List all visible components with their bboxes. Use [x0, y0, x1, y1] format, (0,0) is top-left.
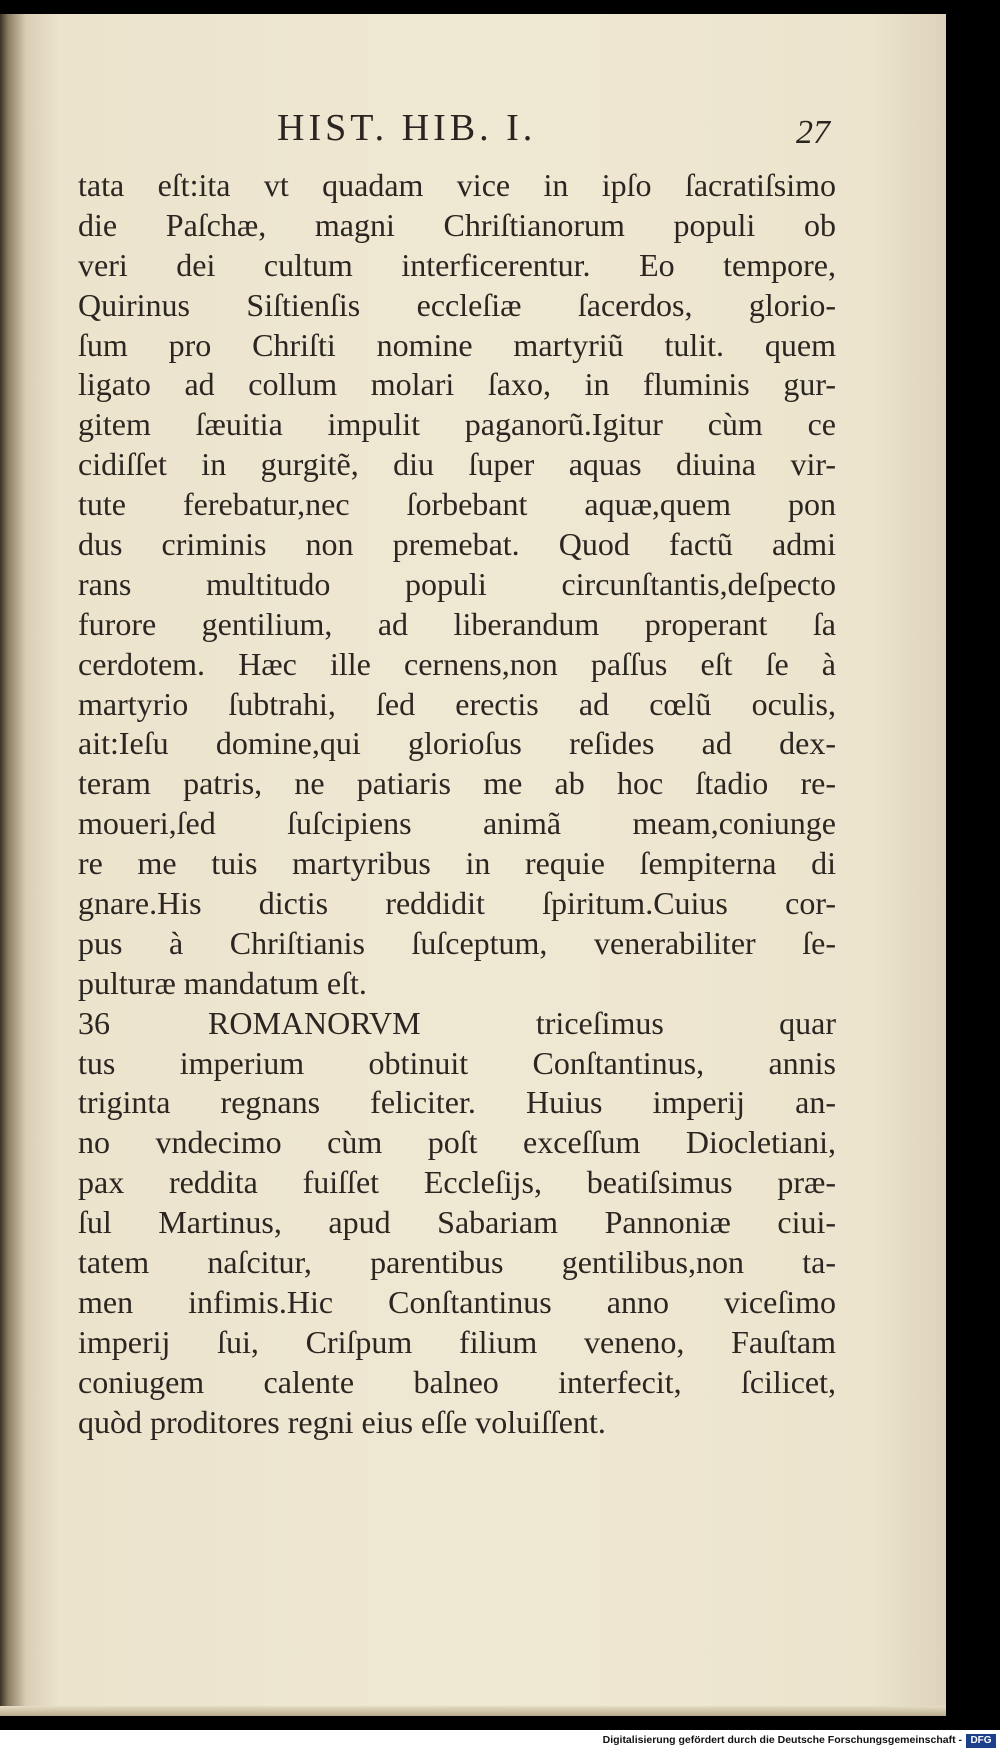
text-line: ſul Martinus, apud Sabariam Pannoniæ ciui-: [78, 1204, 836, 1241]
text-line: men infimis.Hic Conſtantinus anno viceſimo: [78, 1283, 836, 1320]
text-line: die Paſchæ, magni Chriſtianorum populi ob: [78, 206, 836, 243]
credit-bar: [0, 1730, 1000, 1752]
text-line: moueri,ſed ſuſcipiens animã meam,coniunge: [78, 805, 836, 842]
text-line: martyrio ſubtrahi, ſed erectis ad cœlũ oculis,: [78, 685, 836, 722]
dfg-logo: DFG: [966, 1734, 996, 1748]
text-line: quòd proditores regni eius eſſe voluiſſent.: [78, 1403, 606, 1440]
page-body: [78, 166, 836, 1443]
text-line: re me tuis martyribus in requie ſempiterna di: [78, 845, 836, 882]
text-line: tata eſt:ita vt quadam vice in ipſo ſacratiſsimo: [78, 167, 836, 203]
text-line: ait:Ieſu domine,qui glorioſus reſides ad dex-: [78, 725, 836, 762]
page-number: 27: [796, 114, 830, 151]
text-line: pax reddita fuiſſet Eccleſijs, beatiſsimus præ-: [78, 1164, 836, 1201]
text-line: cidiſſet in gurgitẽ, diu ſuper aquas diuina vir-: [78, 446, 836, 483]
text-line: pulturæ mandatum eſt.: [78, 964, 367, 1001]
credit-text: Digitalisierung gefördert durch die Deutsche Forschungsgemeinschaft -: [602, 1734, 962, 1746]
text-line: ligato ad collum molari ſaxo, in fluminis gur-: [78, 366, 836, 403]
text-line: ſum pro Chriſti nomine martyriũ tulit. quem: [78, 326, 836, 363]
text-line: triginta regnans feliciter. Huius imperij an-: [78, 1084, 836, 1121]
section-heading-line: [78, 1004, 836, 1044]
text-line: ROMANORVM triceſimus quar: [208, 1004, 836, 1041]
text-line: tatem naſcitur, parentibus gentilibus,non ta-: [78, 1244, 836, 1281]
text-line: tus imperium obtinuit Conſtantinus, annis: [78, 1044, 836, 1081]
text-line: pus à Chriſtianis ſuſceptum, venerabiliter ſe-: [78, 924, 836, 961]
book-page: [0, 14, 946, 1716]
text-line: rans multitudo populi circunſtantis,deſpecto: [78, 565, 836, 602]
text-line: gitem ſæuitia impulit paganorũ.Igitur cùm ce: [78, 406, 836, 443]
text-line: veri dei cultum interficerentur. Eo tempore,: [78, 246, 836, 283]
text-line: dus criminis non premebat. Quod factũ admi: [78, 526, 836, 563]
running-title: HIST. HIB. I.: [277, 107, 537, 149]
text-line: cerdotem. Hæc ille cernens,non paſſus eſt ſe à: [78, 645, 836, 682]
text-line: gnare.His dictis reddidit ſpiritum.Cuius cor-: [78, 885, 836, 922]
text-line: Quirinus Siſtienſis eccleſiæ ſacerdos, glorio-: [78, 286, 836, 323]
text-line: furore gentilium, ad liberandum properant ſa: [78, 605, 836, 642]
text-line: no vndecimo cùm poſt exceſſum Diocletiani,: [78, 1124, 836, 1161]
text-line: teram patris, ne patiaris me ab hoc ſtadio re-: [78, 765, 836, 802]
text-line: coniugem calente balneo interfecit, ſcilicet,: [78, 1363, 836, 1400]
section-number: 36: [78, 1004, 110, 1041]
text-line: imperij ſui, Criſpum filium veneno, Fauſtam: [78, 1323, 836, 1360]
text-line: tute ferebatur,nec ſorbebant aquæ,quem pon: [78, 486, 836, 523]
